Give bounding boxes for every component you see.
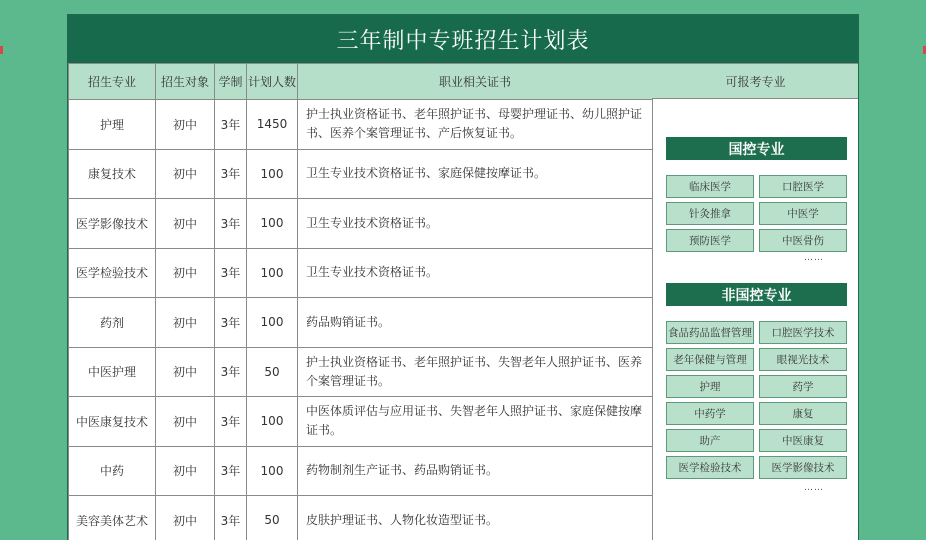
cell-duration: 3年 (215, 199, 247, 249)
cell-duration: 3年 (215, 397, 247, 447)
cell-target: 初中 (156, 347, 215, 397)
national-item: 口腔医学 (759, 175, 847, 198)
national-item: 针灸推拿 (666, 202, 754, 225)
apply-panel (652, 99, 859, 540)
cell-certs: 中医体质评估与应用证书、失智老年人照护证书、家庭保健按摩证书。 (298, 397, 653, 447)
header-duration: 学制 (215, 64, 247, 100)
table-row (69, 248, 653, 298)
cell-target: 初中 (156, 397, 215, 447)
cell-certs: 药品购销证书。 (298, 298, 653, 348)
non-national-item: 食品药品监督管理 (666, 321, 754, 344)
cell-target: 初中 (156, 199, 215, 249)
cell-duration: 3年 (215, 347, 247, 397)
non-national-item: 老年保健与管理 (666, 348, 754, 371)
cell-certs: 卫生专业技术资格证书、家庭保健按摩证书。 (298, 149, 653, 199)
cell-major: 医学检验技术 (69, 248, 156, 298)
cell-major: 康复技术 (69, 149, 156, 199)
cell-duration: 3年 (215, 496, 247, 540)
cell-duration: 3年 (215, 100, 247, 150)
cell-target: 初中 (156, 496, 215, 540)
cell-major: 药剂 (69, 298, 156, 348)
cell-quota: 100 (247, 199, 298, 249)
non-national-item: 护理 (666, 375, 754, 398)
table-row (69, 298, 653, 348)
national-item: 中医骨伤 (759, 229, 847, 252)
plan-sheet (67, 14, 859, 540)
non-national-banner: 非国控专业 (666, 283, 847, 306)
table-row (69, 199, 653, 249)
cell-certs: 皮肤护理证书、人物化妆造型证书。 (298, 496, 653, 540)
non-national-item: 眼视光技术 (759, 348, 847, 371)
header-quota: 计划人数 (247, 64, 298, 100)
cell-duration: 3年 (215, 248, 247, 298)
cell-major: 美容美体艺术 (69, 496, 156, 540)
table-row (69, 149, 653, 199)
cell-target: 初中 (156, 298, 215, 348)
cell-major: 中药 (69, 446, 156, 496)
cell-quota: 100 (247, 397, 298, 447)
non-national-item: 口腔医学技术 (759, 321, 847, 344)
table-row (69, 446, 653, 496)
cell-quota: 100 (247, 248, 298, 298)
left-edge-mark (0, 46, 3, 54)
header-target: 招生对象 (156, 64, 215, 100)
cell-quota: 50 (247, 347, 298, 397)
cell-target: 初中 (156, 100, 215, 150)
non-national-more: …… (804, 483, 824, 493)
cell-major: 护理 (69, 100, 156, 150)
cell-major: 医学影像技术 (69, 199, 156, 249)
cell-target: 初中 (156, 248, 215, 298)
cell-quota: 100 (247, 298, 298, 348)
cell-quota: 50 (247, 496, 298, 540)
cell-target: 初中 (156, 446, 215, 496)
cell-duration: 3年 (215, 446, 247, 496)
cell-certs: 护士执业资格证书、老年照护证书、失智老年人照护证书、医养个案管理证书。 (298, 347, 653, 397)
header-certs: 职业相关证书 (298, 64, 653, 100)
national-item: 预防医学 (666, 229, 754, 252)
non-national-item: 医学影像技术 (759, 456, 847, 479)
cell-target: 初中 (156, 149, 215, 199)
table-row (69, 397, 653, 447)
table-row (69, 100, 653, 150)
cell-quota: 100 (247, 149, 298, 199)
cell-certs: 药物制剂生产证书、药品购销证书。 (298, 446, 653, 496)
cell-duration: 3年 (215, 149, 247, 199)
cell-quota: 100 (247, 446, 298, 496)
cell-certs: 卫生专业技术资格证书。 (298, 199, 653, 249)
national-item: 中医学 (759, 202, 847, 225)
non-national-item: 医学检验技术 (666, 456, 754, 479)
header-major: 招生专业 (69, 64, 156, 100)
national-banner: 国控专业 (666, 137, 847, 160)
non-national-item: 助产 (666, 429, 754, 452)
non-national-item: 中药学 (666, 402, 754, 425)
national-more: …… (804, 253, 824, 263)
table-header-row (69, 64, 653, 100)
non-national-item: 药学 (759, 375, 847, 398)
cell-major: 中医护理 (69, 347, 156, 397)
cell-certs: 卫生专业技术资格证书。 (298, 248, 653, 298)
table-row (69, 347, 653, 397)
table-row (69, 496, 653, 540)
non-national-item: 康复 (759, 402, 847, 425)
cell-certs: 护士执业资格证书、老年照护证书、母婴护理证书、幼儿照护证书、医养个案管理证书、产后恢复证书。 (298, 100, 653, 150)
page-title: 三年制中专班招生计划表 (68, 15, 858, 63)
plan-table (68, 63, 653, 540)
cell-duration: 3年 (215, 298, 247, 348)
national-item: 临床医学 (666, 175, 754, 198)
non-national-item: 中医康复 (759, 429, 847, 452)
cell-major: 中医康复技术 (69, 397, 156, 447)
header-apply: 可报考专业 (652, 63, 859, 99)
cell-quota: 1450 (247, 100, 298, 150)
